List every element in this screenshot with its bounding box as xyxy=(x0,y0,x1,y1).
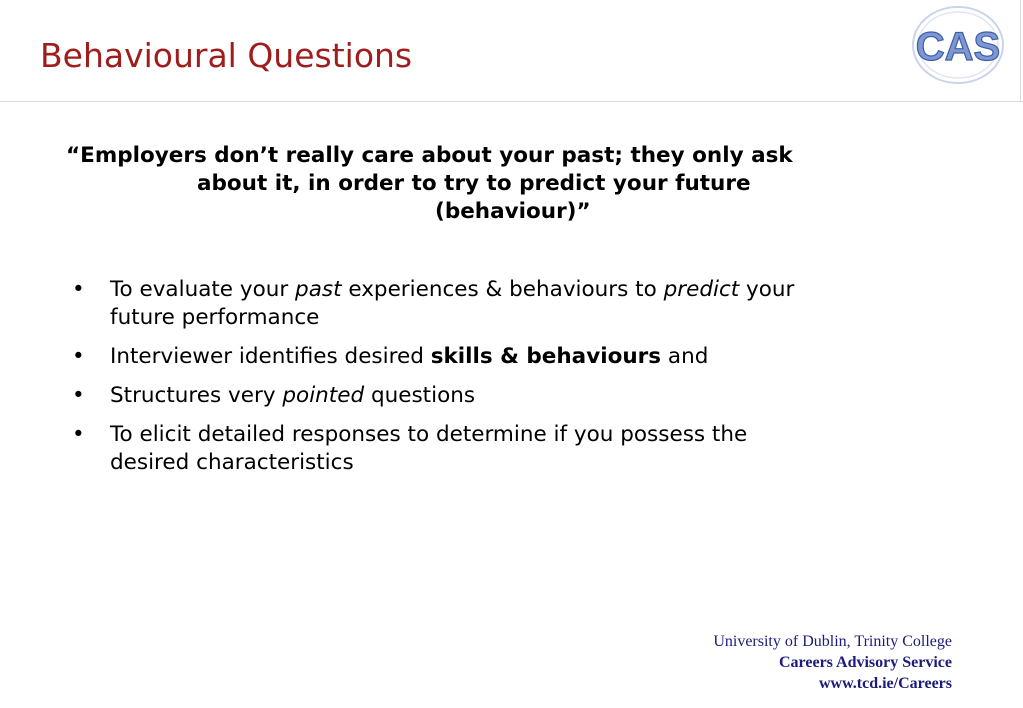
bullet-text: To elicit detailed responses to determine if you possess the desired characteristics xyxy=(110,422,748,475)
cas-logo xyxy=(908,4,1008,86)
header-divider xyxy=(0,101,1023,102)
bullet-item xyxy=(72,343,972,371)
footer-service: Careers Advisory Service xyxy=(779,654,952,671)
bullet-item xyxy=(72,276,972,332)
footer-university: University of Dublin, Trinity College xyxy=(713,633,952,650)
bullet-icon: • xyxy=(72,422,85,447)
bullet-text: To evaluate your past experiences & behaviours to predict your future performance xyxy=(110,277,795,330)
bullet-list xyxy=(72,276,972,488)
bullet-icon: • xyxy=(72,277,85,302)
slide-title: Behavioural Questions xyxy=(40,36,413,75)
bullet-text: Interviewer identifies desired skills & behaviours and xyxy=(110,344,709,369)
header-divider-vertical xyxy=(1020,0,1021,102)
quote-line-2: about it, in order to try to predict your future xyxy=(197,171,751,196)
bullet-item xyxy=(72,382,972,410)
quote-block xyxy=(66,142,996,226)
bullet-icon: • xyxy=(72,344,85,369)
cas-logo-text: CAS xyxy=(915,25,1001,69)
bullet-item xyxy=(72,421,972,477)
bullet-icon: • xyxy=(72,383,85,408)
quote-line-3: (behaviour)” xyxy=(435,199,591,224)
footer xyxy=(713,631,952,694)
footer-url: www.tcd.ie/Careers xyxy=(819,675,952,692)
bullet-text: Structures very pointed questions xyxy=(110,383,476,408)
quote-line-1: “Employers don’t really care about your past; they only ask xyxy=(66,143,793,168)
